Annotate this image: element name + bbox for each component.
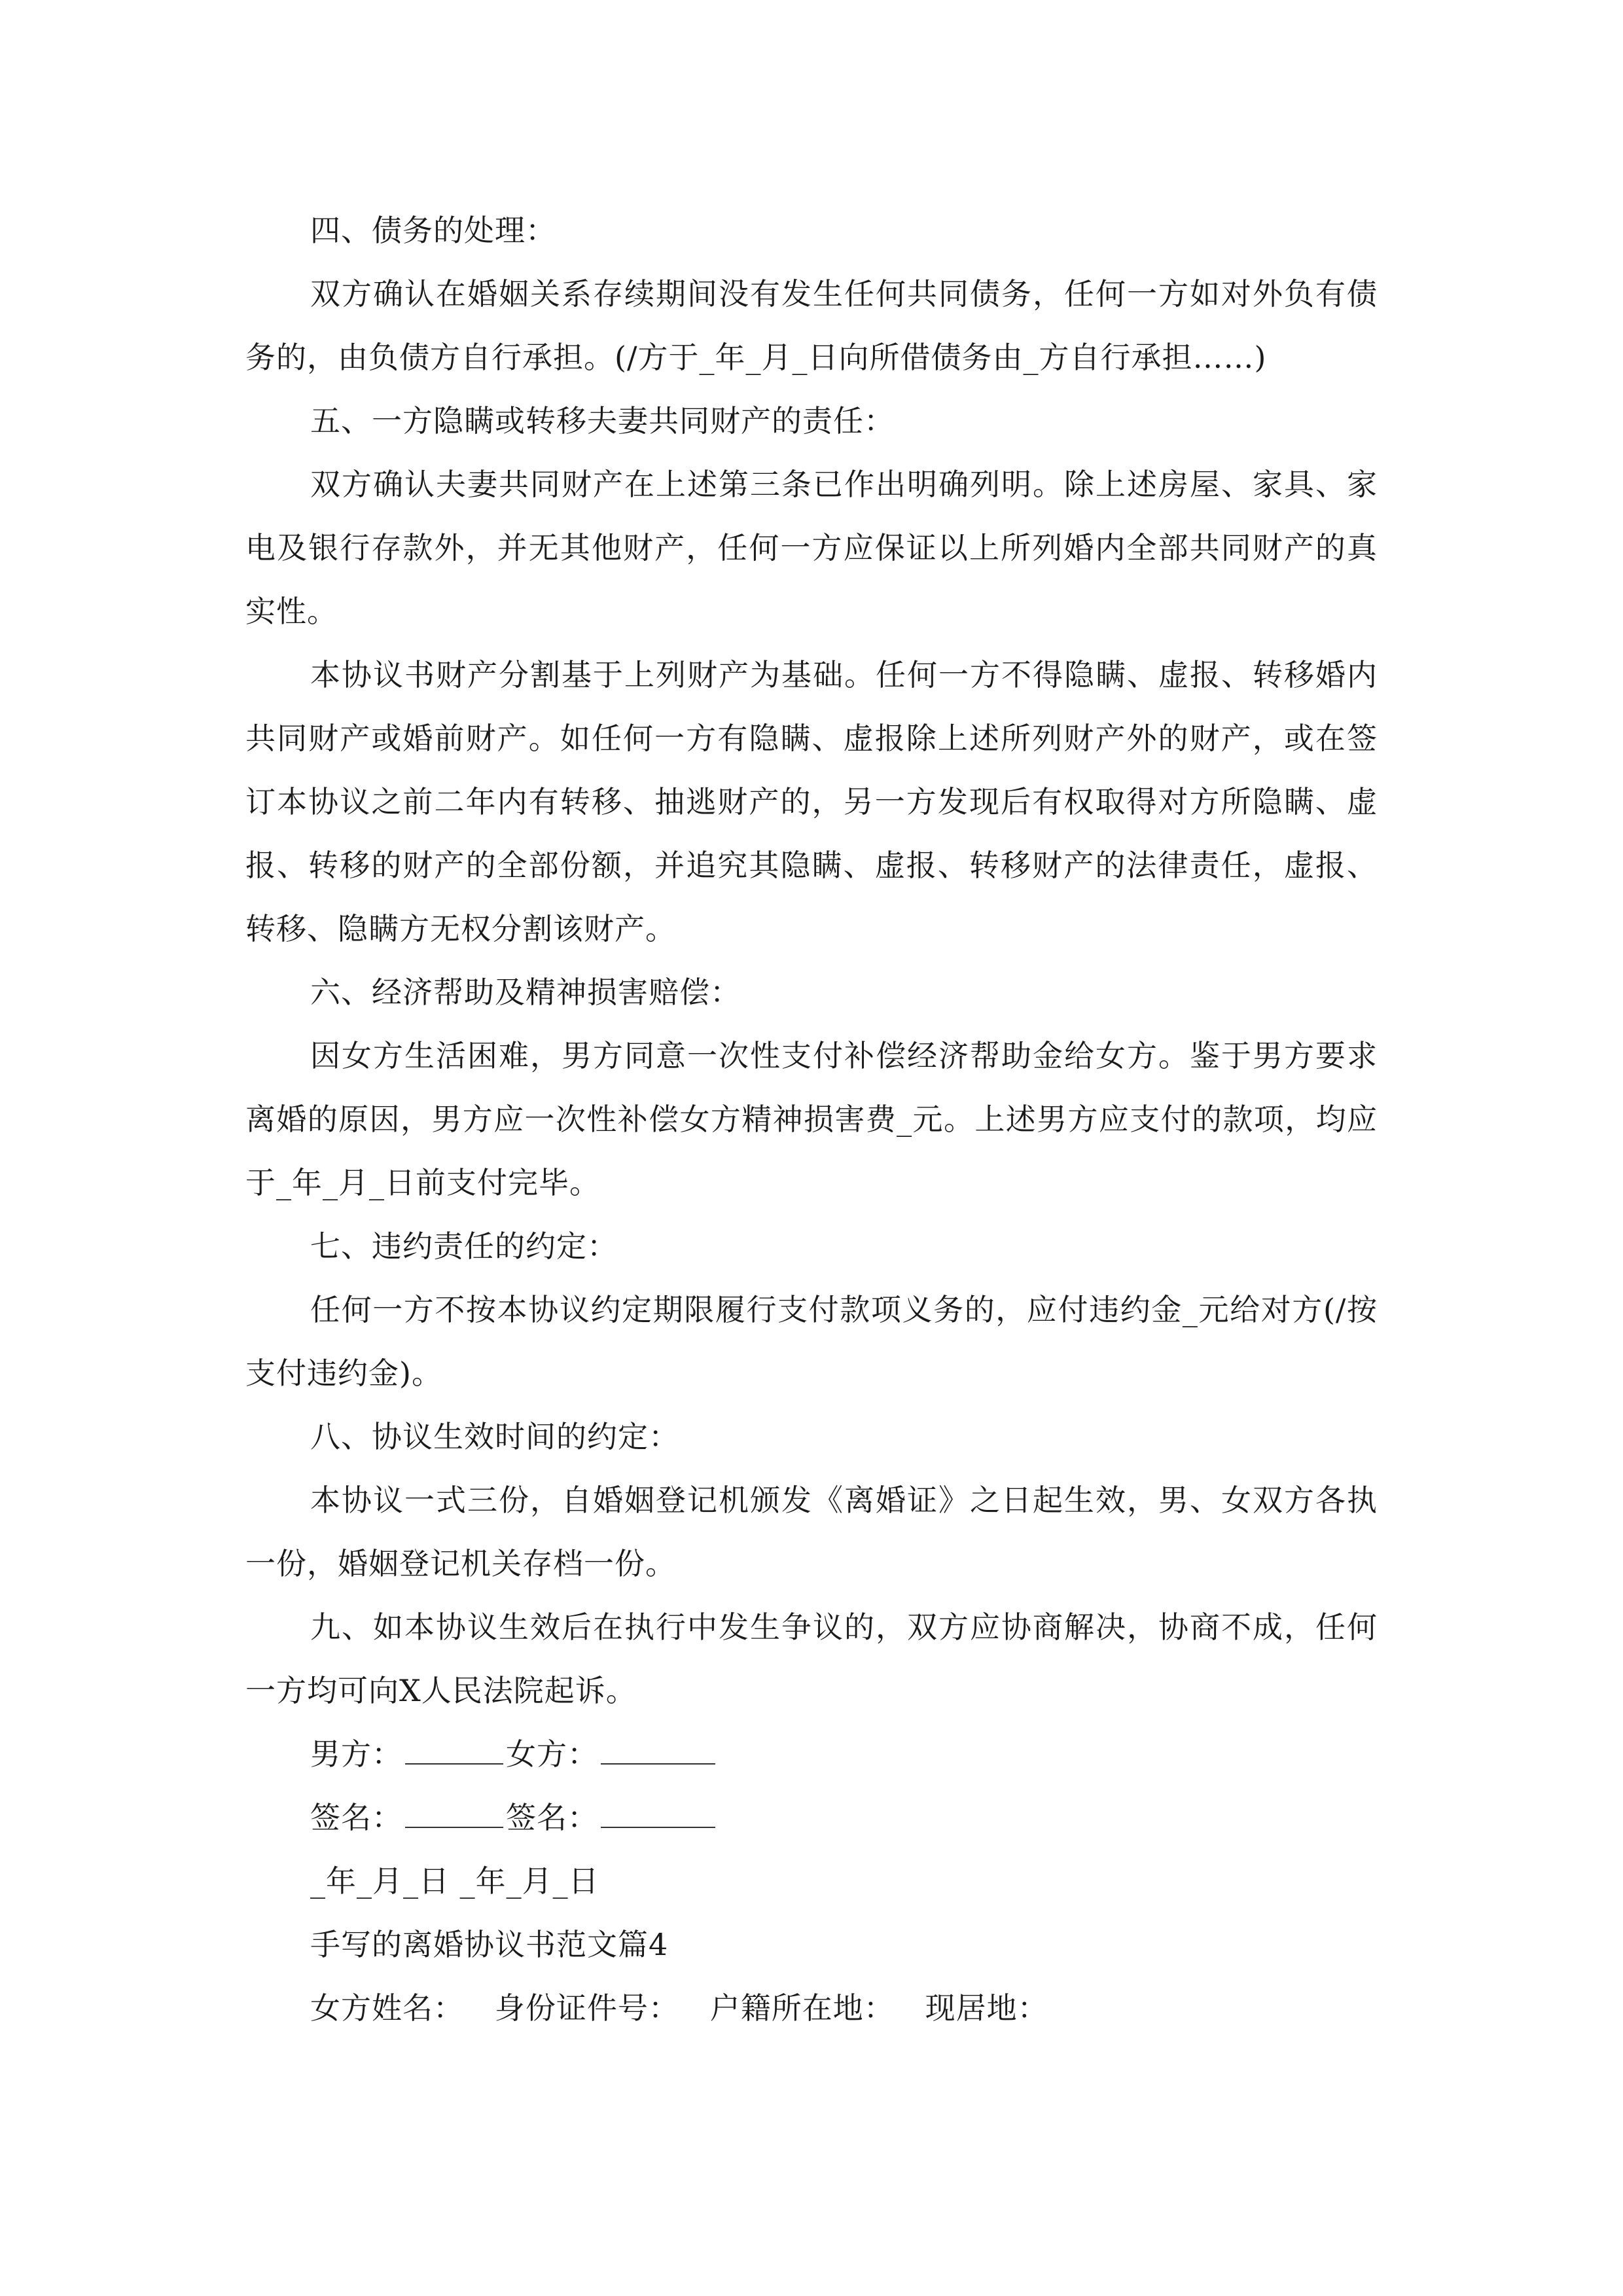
paragraph-property-confirmation: 双方确认夫妻共同财产在上述第三条已作出明确列明。除上述房屋、家具、家电及银行存款外，并无其他财产，任何一方应保证以上所列婚内全部共同财产的真实性。 xyxy=(245,467,1378,629)
female-label: 女方： xyxy=(506,1736,598,1772)
section-heading-compensation: 六、经济帮助及精神损害赔偿： xyxy=(310,975,741,1010)
signature-sign-line xyxy=(245,1786,1378,1850)
paragraph-breach: 任何一方不按本协议约定期限履行支付款项义务的，应付违约金_元给对方(/按支付违约金)。 xyxy=(245,1292,1378,1391)
female-blank xyxy=(601,1733,715,1765)
sign-blank-female xyxy=(601,1797,715,1828)
paragraph-effective: 本协议一式三份，自婚姻登记机颁发《离婚证》之日起生效，男、女双方各执一份，婚姻登记机关存档一份。 xyxy=(245,1482,1378,1581)
next-section-fields: 女方姓名： 身份证件号： 户籍所在地： 现居地： xyxy=(310,1990,1048,2026)
signature-date-line: _年_月_日 _年_月_日 xyxy=(310,1863,599,1899)
section-heading-debts: 四、债务的处理： xyxy=(310,213,556,248)
paragraph-property-division: 本协议书财产分割基于上列财产为基础。任何一方不得隐瞒、虚报、转移婚内共同财产或婚前财产。如任何一方有隐瞒、虚报除上述所列财产外的财产，或在签订本协议之前二年内有转移、抽逃财产的，另一方发现后有权取得对方所隐瞒、虚报、转移的财产的全部份额，并追究其隐瞒、虚报、转移财产的法律责任，虚报、转移、隐瞒方无权分割该财产。 xyxy=(245,657,1378,946)
sign-label-female: 签名： xyxy=(506,1800,598,1835)
paragraph-dispute: 九、如本协议生效后在执行中发生争议的，双方应协商解决，协商不成，任何一方均可向X人民法院起诉。 xyxy=(245,1609,1378,1708)
male-blank xyxy=(405,1733,503,1765)
document-body xyxy=(245,199,1378,2040)
paragraph-debts: 双方确认在婚姻关系存续期间没有发生任何共同债务，任何一方如对外负有债务的，由负债方自行承担。(/方于_年_月_日向所借债务由_方自行承担……) xyxy=(245,276,1378,375)
signature-party-line xyxy=(245,1723,1378,1786)
section-heading-breach: 七、违约责任的约定： xyxy=(310,1229,618,1264)
sign-label-male: 签名： xyxy=(310,1800,402,1835)
section-heading-concealment: 五、一方隐瞒或转移夫妻共同财产的责任： xyxy=(310,403,895,439)
paragraph-compensation: 因女方生活困难，男方同意一次性支付补偿经济帮助金给女方。鉴于男方要求离婚的原因，男方应一次性补偿女方精神损害费_元。上述男方应支付的款项，均应于_年_月_日前支付完毕。 xyxy=(245,1038,1378,1200)
next-section-title: 手写的离婚协议书范文篇4 xyxy=(310,1927,669,1962)
section-heading-effective: 八、协议生效时间的约定： xyxy=(310,1419,679,1454)
male-label: 男方： xyxy=(310,1736,402,1772)
sign-blank-male xyxy=(405,1797,503,1828)
